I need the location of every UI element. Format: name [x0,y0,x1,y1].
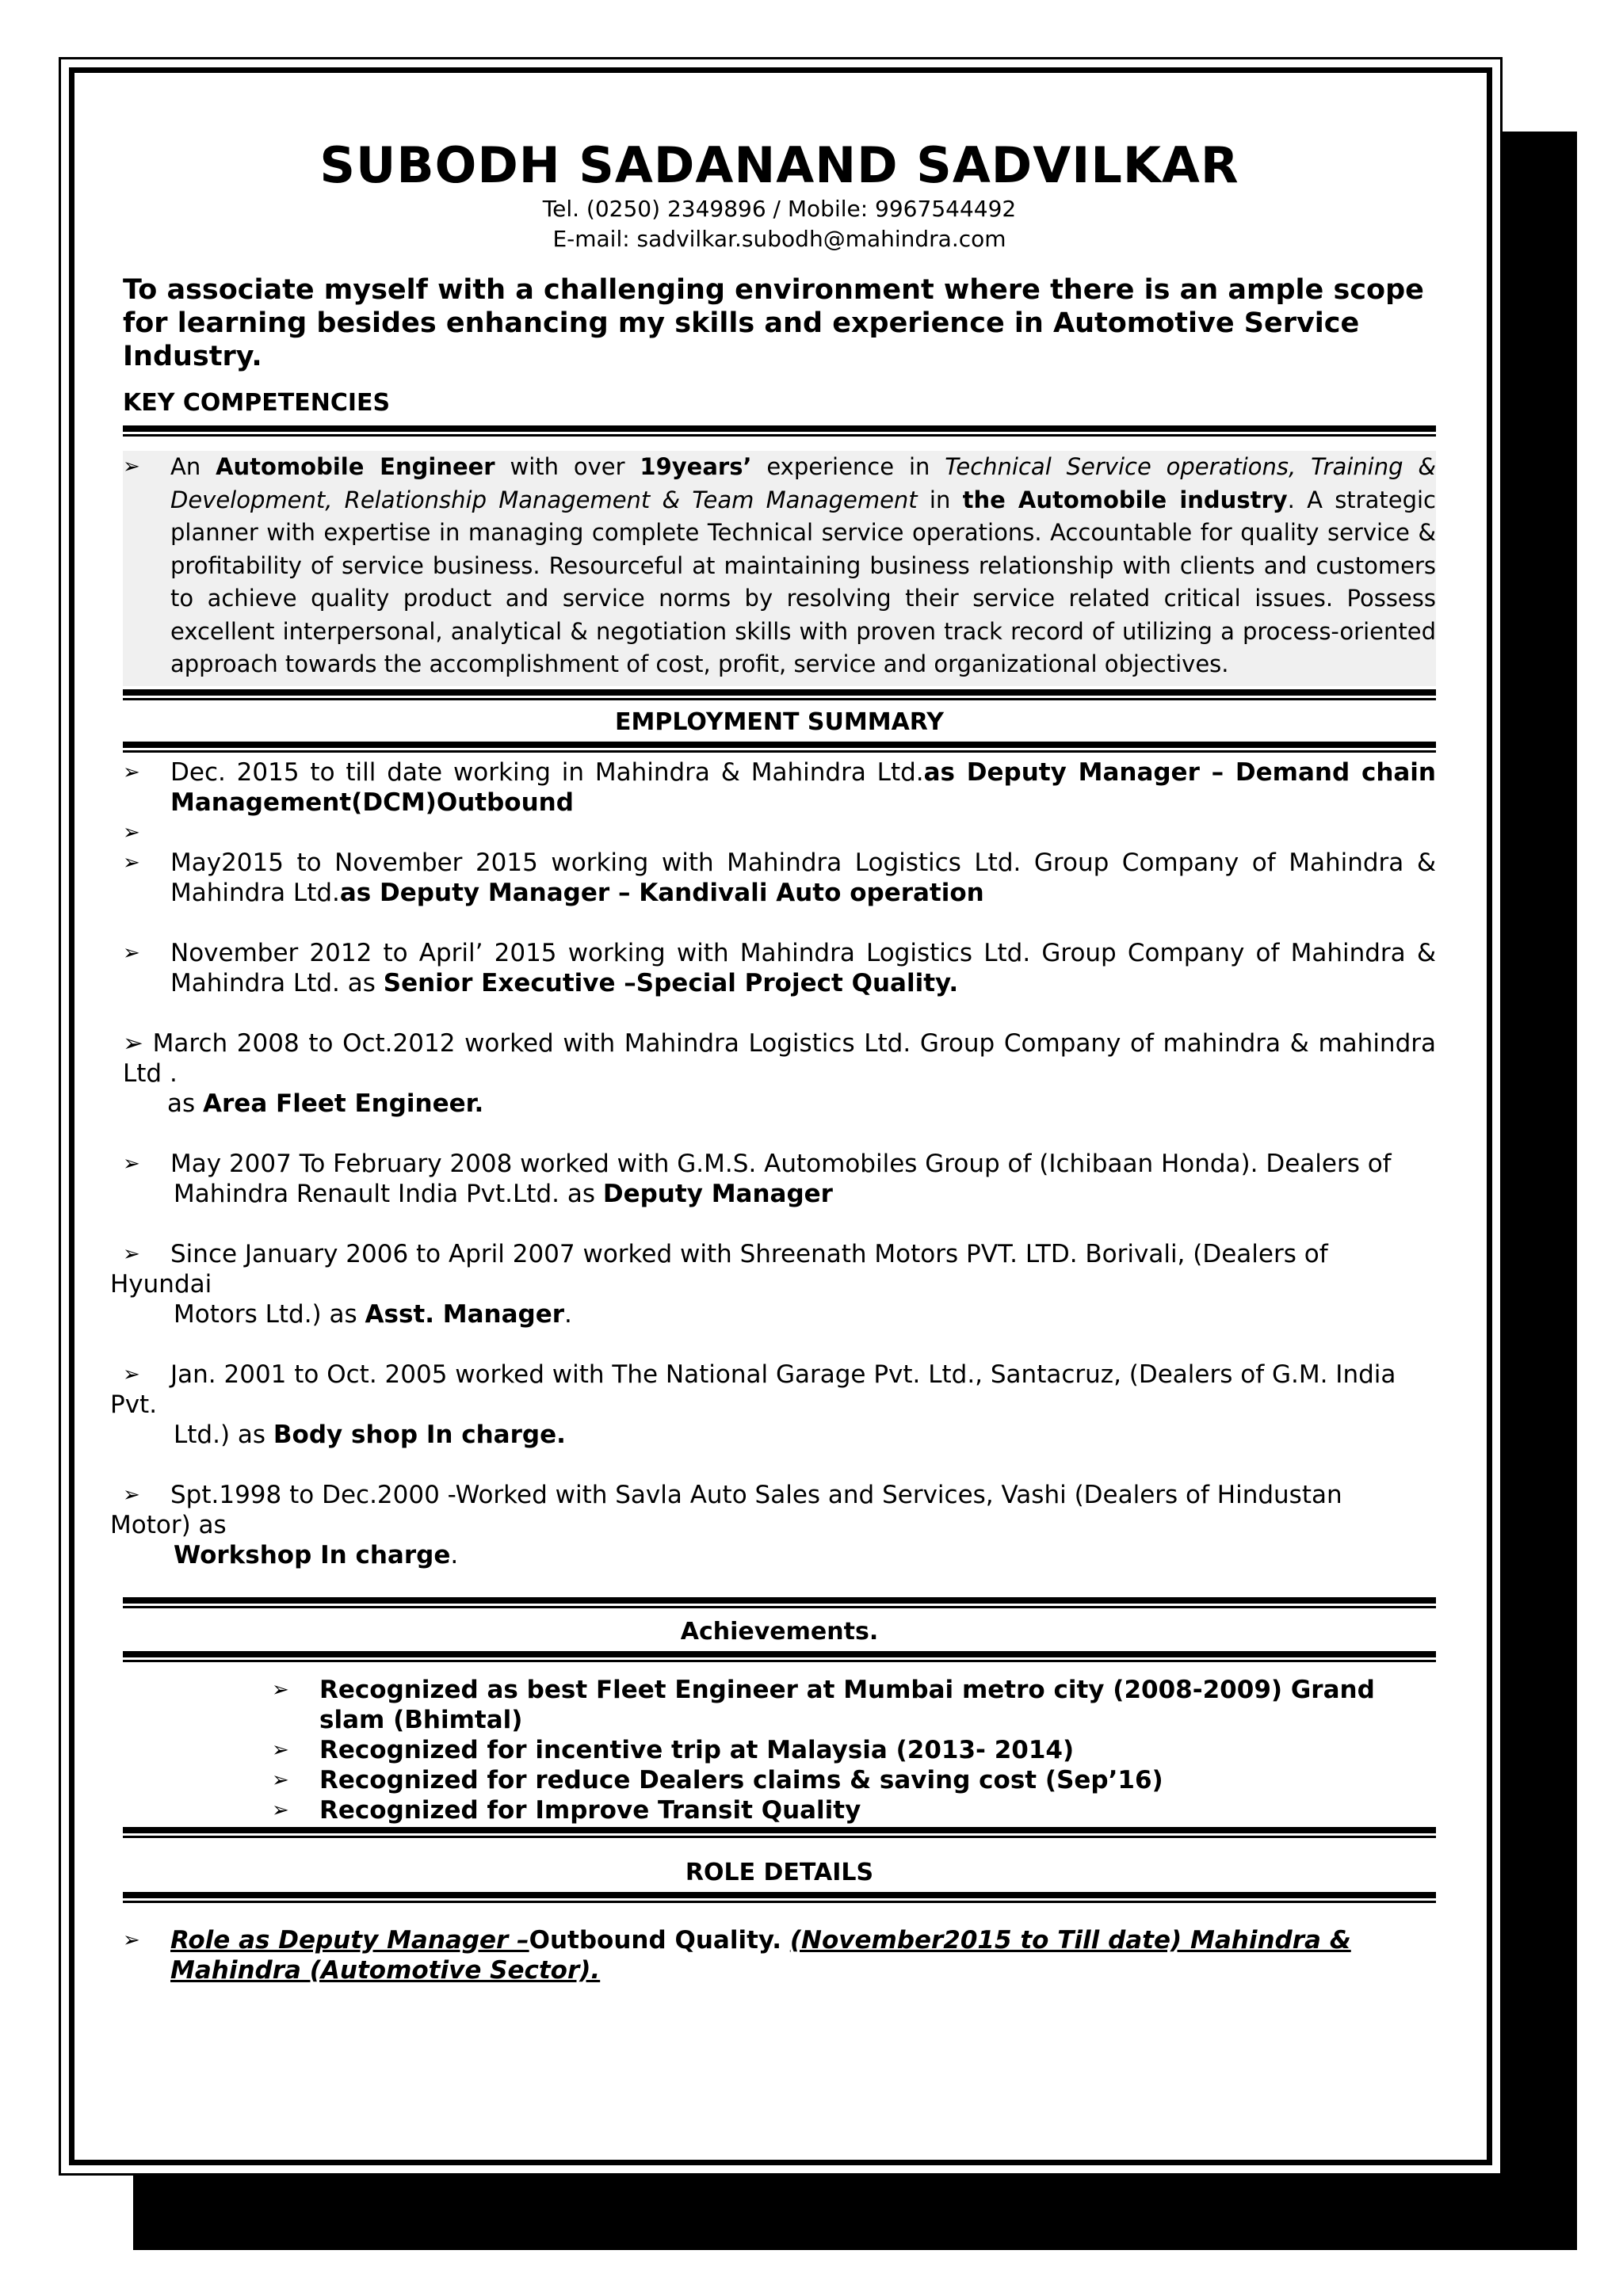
arrow-bullet-icon: ➢ [123,1482,140,1507]
role-details-heading: ROLE DETAILS [685,1858,874,1886]
section-divider [123,1651,1436,1662]
employment-entry: ➢ Spt.1998 to Dec.2000 -Worked with Savla Auto Sales and Services, Vashi (Dealers of Hindustan Motor) as Workshop In charge. [110,1480,1342,1569]
employment-list [110,757,1437,1570]
achievement-item: ➢ Recognized as best Fleet Engineer at Mumbai metro city (2008-2009) Grand slam (Bhimtal) [272,1675,1375,1734]
achievement-item: ➢ Recognized for incentive trip at Malaysia (2013- 2014) [272,1735,1075,1764]
phone-line: Tel. (0250) 2349896 / Mobile: 9967544492 [542,196,1017,222]
arrow-bullet-icon: ➢ [123,820,140,845]
career-objective: To associate myself with a challenging environment where there is an ample scope for learning besides enhancing my skills and experience in Automotive Service Industry. [123,274,1424,372]
employment-entry: ➢ May 2007 To February 2008 worked with G.M.S. Automobiles Group of (Ichibaan Honda). Dealers of Mahindra Renault India Pvt.Ltd. as Deputy Manager [123,1149,1392,1208]
employment-entry: ➢ November 2012 to April’ 2015 working with Mahindra Logistics Ltd. Group Company of Mahindra & Mahindra Ltd. as Senior Executive –Special Project Quality. [123,938,1436,997]
resume-content [110,121,1437,1985]
resume-page [59,57,1503,2176]
arrow-bullet-icon: ➢ [272,1677,289,1702]
arrow-bullet-icon: ➢ [123,850,140,875]
achievement-item: ➢ Recognized for reduce Dealers claims & saving cost (Sep’16) [272,1765,1163,1794]
role-entry: ➢ Role as Deputy Manager –Outbound Quality. (November2015 to Till date) Mahindra & Mahindra (Automotive Sector). [123,1925,1351,1985]
competency-summary [123,451,1436,686]
employment-entry: ➢ May2015 to November 2015 working with Mahindra Logistics Ltd. Group Company of Mahindra & Mahindra Ltd.as Deputy Manager – Kandivali Auto operation [123,848,1436,907]
arrow-bullet-icon: ➢ [272,1737,289,1762]
section-divider [123,1597,1436,1608]
key-competencies-heading: KEY COMPETENCIES [123,389,391,417]
section-divider [123,689,1436,700]
arrow-bullet-icon: ➢ [123,1928,140,1952]
arrow-bullet-icon: ➢ [272,1798,289,1822]
candidate-name: SUBODH SADANAND SADVILKAR [319,136,1239,194]
arrow-bullet-icon: ➢ [123,760,140,784]
arrow-bullet-icon: ➢ [123,1151,140,1176]
section-divider [123,425,1436,437]
email-line: E-mail: sadvilkar.subodh@mahindra.com [552,226,1006,252]
competency-text: An Automobile Engineer with over 19years’ experience in Technical Service operations, Training & Development, Relationship Management & Team Management in the Automobile industry. A strategic planner with expertise in managing complete Technical service operations. Accountable for quality service & profitability of service business. Resourceful at maintaining business relationship with clients and customers to achieve quality product and service norms by resolving their service related critical issues. Possess excellent interpersonal, analytical & negotiation skills with proven track record of utilizing a process-oriented approach towards the accomplishment of cost, profit, service and organizational objectives. [170,453,1437,677]
arrow-bullet-icon: ➢ [123,1241,140,1266]
achievements-heading: Achievements. [680,1617,879,1646]
section-divider [123,1827,1436,1838]
section-divider [123,1892,1436,1903]
empty-entry [123,818,1436,848]
employment-entry: ➢ March 2008 to Oct.2012 worked with Mahindra Logistics Ltd. Group Company of mahindra & mahindra Ltd . as Area Fleet Engineer. [123,1028,1437,1118]
arrow-bullet-icon: ➢ [123,1028,143,1058]
arrow-bullet-icon: ➢ [123,940,140,965]
achievements-list [272,1675,1436,1825]
arrow-bullet-icon: ➢ [123,455,140,479]
section-divider [123,742,1436,753]
employment-entry: ➢ Since January 2006 to April 2007 worked with Shreenath Motors PVT. LTD. Borivali, (Dealers of Hyundai Motors Ltd.) as Asst. Manager. [110,1239,1328,1329]
arrow-bullet-icon: ➢ [272,1768,289,1792]
employment-entry: ➢ Dec. 2015 to till date working in Mahindra & Mahindra Ltd.as Deputy Manager – Demand chain Management(DCM)Outbound [123,757,1437,817]
achievement-item: ➢ Recognized for Improve Transit Quality [272,1795,861,1825]
employment-entry: ➢ Jan. 2001 to Oct. 2005 worked with The National Garage Pvt. Ltd., Santacruz, (Dealers of G.M. India Pvt. Ltd.) as Body shop In charge. [110,1360,1396,1449]
employment-summary-heading: EMPLOYMENT SUMMARY [615,707,944,736]
arrow-bullet-icon: ➢ [123,1362,140,1386]
